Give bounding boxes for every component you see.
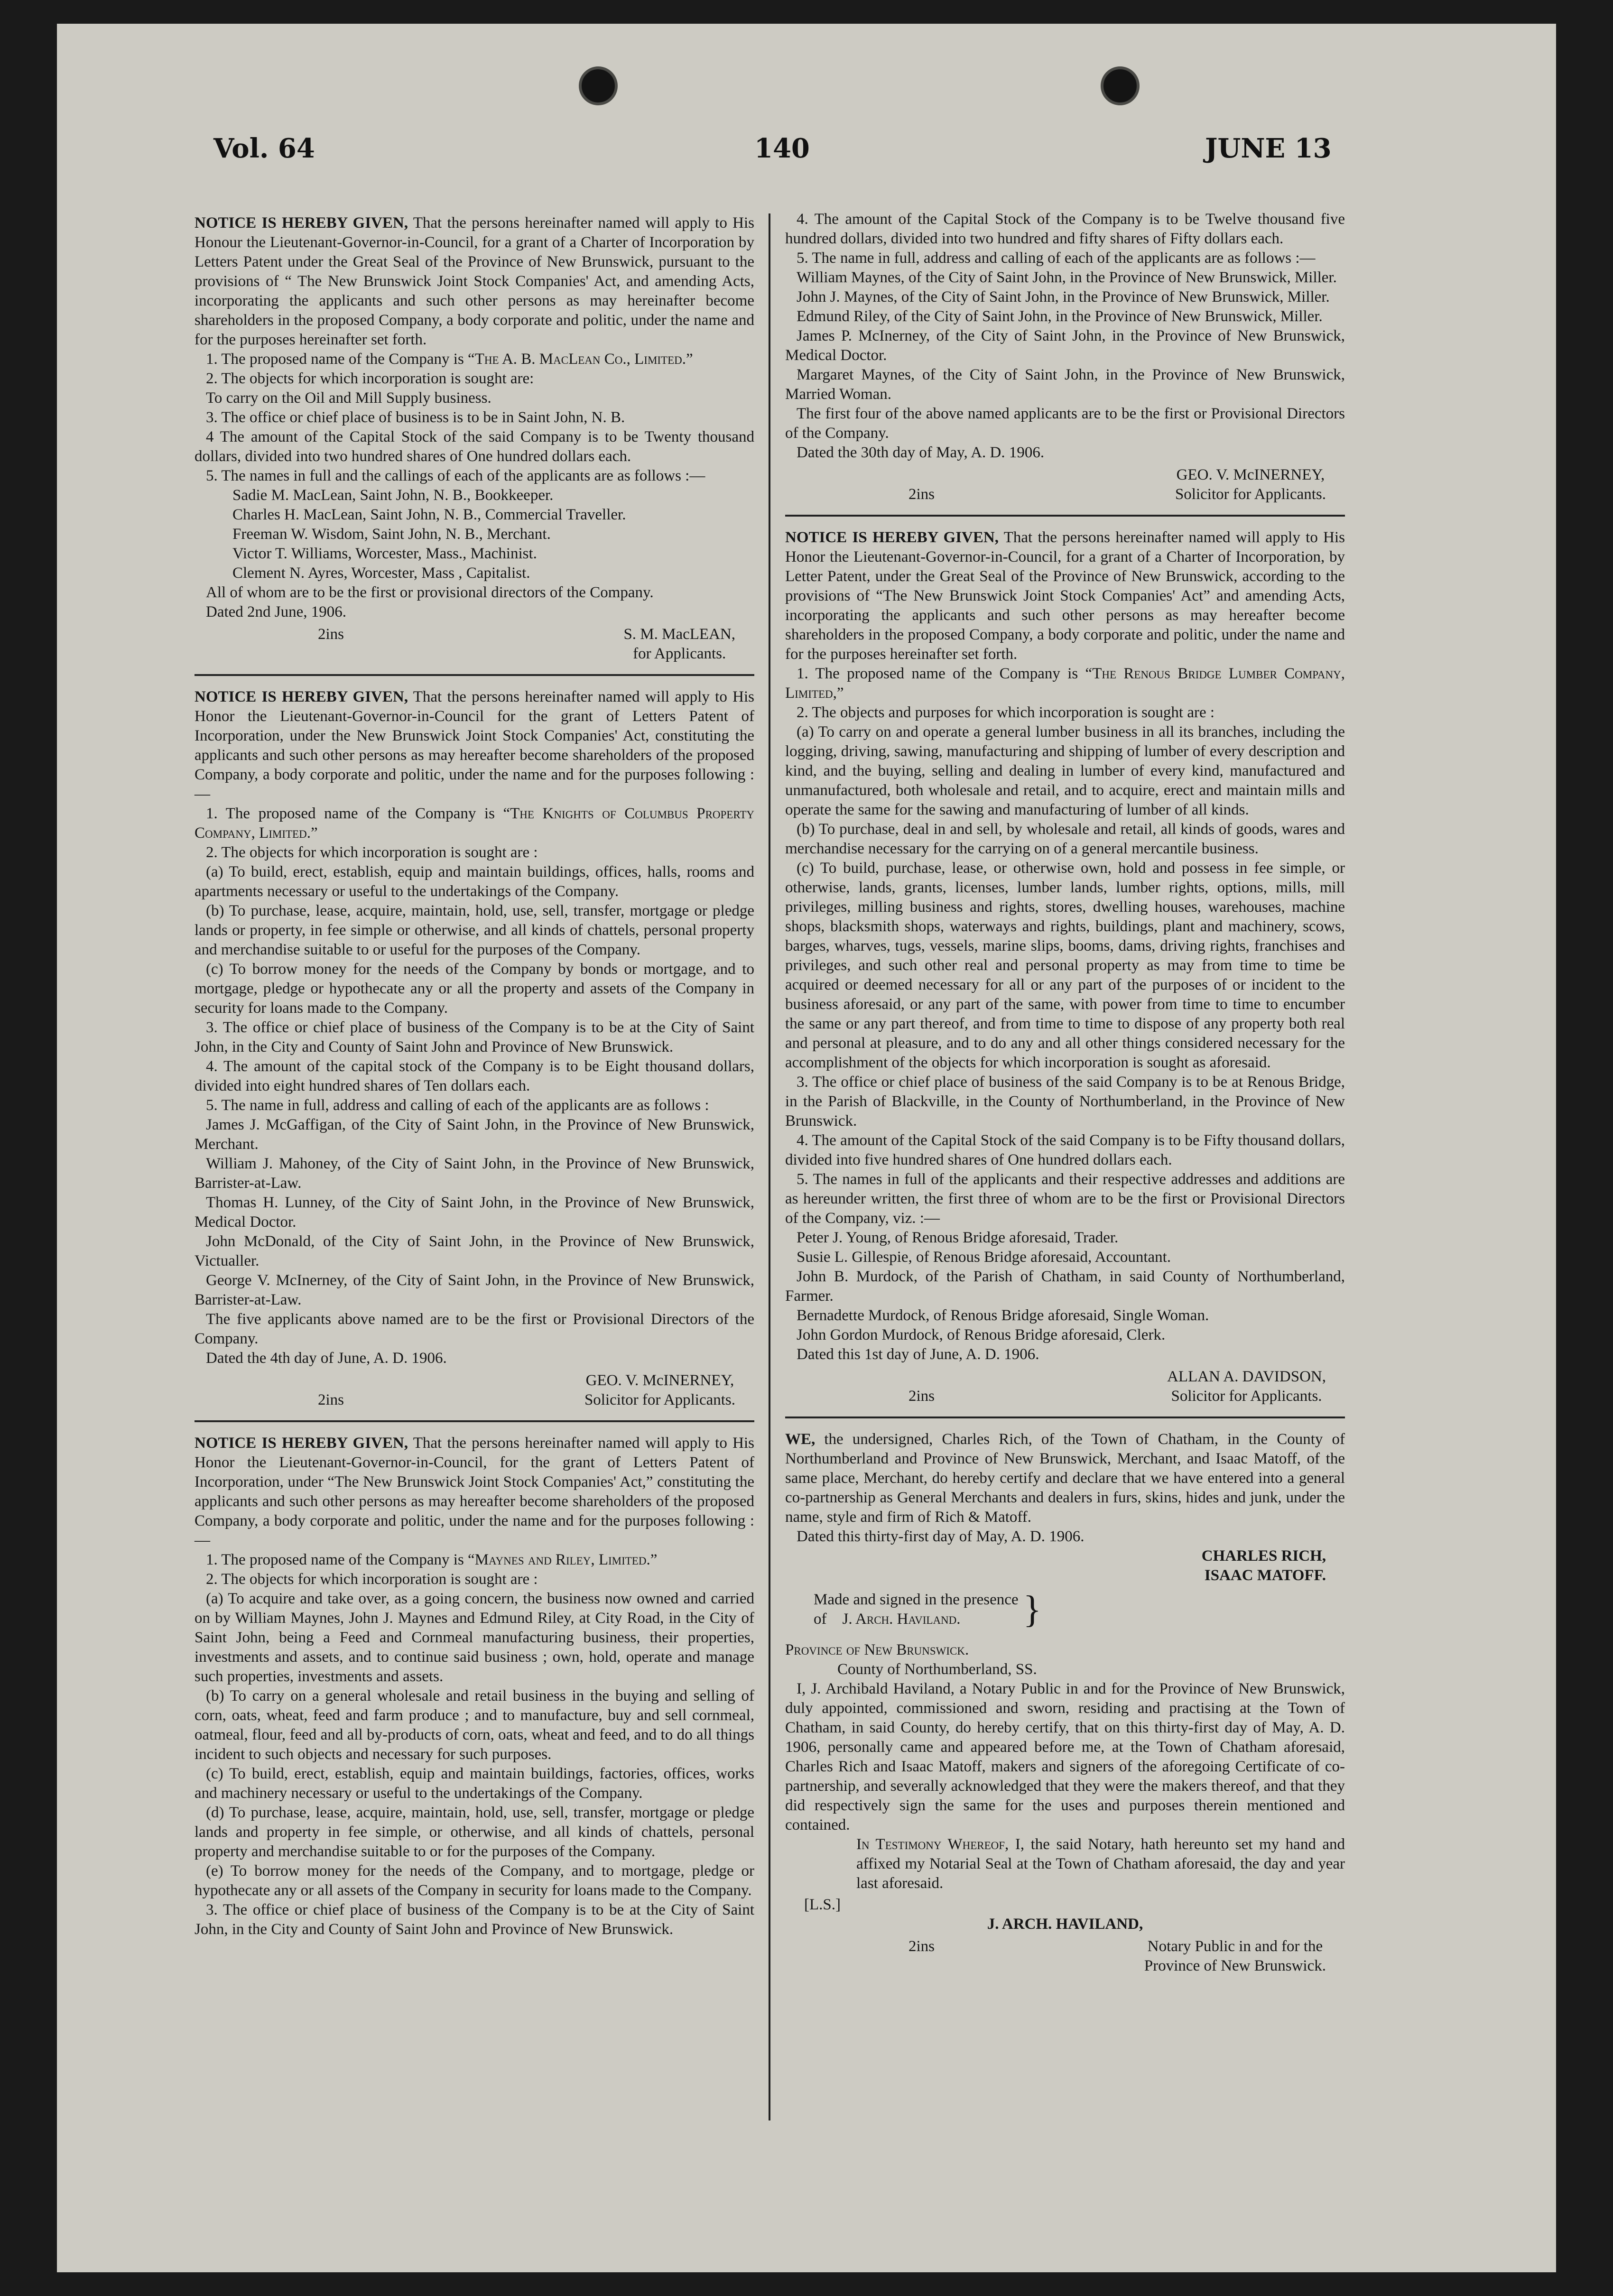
insertions-count: 2ins bbox=[908, 1938, 935, 1955]
witness-block: Made and signed in the presence of J. Arch. Haviland. } bbox=[814, 1589, 1042, 1630]
applicant: George V. McInerney, of the City of Saint John, in the Province of New Brunswick, Barrister-at-Law. bbox=[195, 1272, 754, 1308]
company-name: Maynes and Riley, Limited. bbox=[474, 1551, 650, 1568]
signer-name: S. M. MacLEAN, bbox=[623, 626, 735, 643]
insertions-count: 2ins bbox=[318, 1391, 344, 1408]
notice-heading: NOTICE IS HEREBY GIVEN, bbox=[195, 214, 408, 231]
company-name: The Knights of Columbus Property Company, Limited. bbox=[195, 805, 754, 842]
signature-block bbox=[195, 625, 754, 664]
volume-label: Vol. 64 bbox=[213, 133, 315, 164]
column-divider bbox=[769, 213, 770, 2120]
seal-block bbox=[785, 1895, 1345, 1915]
left-column bbox=[195, 213, 754, 1939]
punch-hole-left bbox=[579, 66, 618, 105]
page-number: 140 bbox=[754, 133, 810, 164]
company-name: The Renous Bridge Lumber Company, Limited, bbox=[785, 665, 1345, 702]
applicant: Peter J. Young, of Renous Bridge aforesaid, Trader. bbox=[797, 1229, 1119, 1246]
newspaper-page bbox=[57, 24, 1556, 2272]
issue-date: JUNE 13 bbox=[1205, 133, 1332, 164]
applicant: Freeman W. Wisdom, Saint John, N. B., Merchant. bbox=[232, 526, 551, 543]
applicant: Bernadette Murdock, of Renous Bridge aforesaid, Single Woman. bbox=[797, 1307, 1209, 1324]
seal-label: [L.S.] bbox=[804, 1896, 841, 1913]
signature-block bbox=[195, 1371, 754, 1410]
signer-role: Solicitor for Applicants. bbox=[1175, 486, 1326, 503]
signer-name: CHARLES RICH, bbox=[1201, 1547, 1326, 1565]
witness-name: J. Arch. Haviland. bbox=[842, 1611, 961, 1628]
notice-heading: NOTICE IS HEREBY GIVEN, bbox=[195, 688, 408, 705]
applicant: Margaret Maynes, of the City of Saint John, in the Province of New Brunswick, Married Woman. bbox=[785, 366, 1345, 403]
company-name: The A. B. MacLean Co., Limited. bbox=[474, 351, 686, 368]
notice-heading: WE, bbox=[785, 1431, 816, 1448]
signer-name: GEO. V. McINERNEY, bbox=[1176, 466, 1325, 483]
applicant: Edmund Riley, of the City of Saint John, in the Province of New Brunswick, Miller. bbox=[797, 308, 1323, 325]
signer-name: ISAAC MATOFF. bbox=[1204, 1567, 1326, 1584]
notice-maynes-and-riley-continued: 4. The amount of the Capital Stock of the Company is to be Twelve thousand five hundred dollars, divided into two hundred and fifty shares of Fifty dollars each. 5. The name in full, address and calling of each of the applicants are as follows :— William Maynes, of the City of Saint John, in the Province of New Brunswick, Miller. John J. Maynes, of the City of Saint John, in the Province of New Brunswick, Miller. Edmund Riley, of the City of Saint John, in the Province of New Brunswick, Miller. James P. McInerney, of the City of Saint John, in the Province of New Brunswick, Medical Doctor. Margaret Maynes, of the City of Saint John, in the Province of New Brunswick, Married Woman. The first four of the above named applicants are to be the first or Provisional Directors of the Company. Dated the 30th day of May, A. D. 1906. 2ins GEO. V. McINERNEY, Solicitor for Applicants. bbox=[785, 210, 1345, 517]
notice-maynes-and-riley: NOTICE IS HEREBY GIVEN, That the persons hereinafter named will apply to His Honor the Lieutenant-Governor-in-Council, for the grant of Letters Patent of Incorporation, under “The New Brunswick Joint Stock Companies' Act,” constituting the applicants and such other persons as may hereafter become shareholders of the proposed Company, a body corporate and politic, under the name and for the purposes following :— 1. The proposed name of the Company is “Maynes and Riley, Limited.” 2. The objects for which incorporation is sought are : (a) To acquire and take over, as a going concern, the business now owned and carried on by William Maynes, John J. Maynes and Edmund Riley, at City Road, in the City of Saint John, being a Feed and Cornmeal manufacturing business, their properties, investments and assets, and to continue said business ; own, hold, operate and manage such properties, investments and assets. (b) To carry on a general wholesale and retail business in the buying and selling of corn, oats, wheat, feed and farm produce ; and to manufacture, buy and sell cornmeal, oatmeal, flour, feed and all by-products of corn, oats, wheat and feed, and to do all things incident to such objects and necessary for such purposes. (c) To build, erect, establish, equip and maintain buildings, factories, offices, works and machinery necessary or useful to the undertakings of the Company. (d) To purchase, lease, acquire, maintain, hold, use, sell, transfer, mortgage or pledge lands and property in fee simple, or otherwise, and all kinds of chattels, personal property and merchandise suitable to or for the purposes of the Company. (e) To borrow money for the needs of the Company, and to mortgage, pledge or hypothecate any or all assets of the Company in security for loans made to the Company. 3. The office or chief place of business of the Company is to be at the City of Saint John, in the City and County of Saint John and Province of New Brunswick. bbox=[195, 1435, 755, 1938]
notary-name: J. ARCH. HAVILAND, bbox=[987, 1916, 1143, 1933]
applicant: Clement N. Ayres, Worcester, Mass , Capitalist. bbox=[232, 565, 530, 582]
jurisdiction: Province of New Brunswick. bbox=[785, 1641, 969, 1658]
signer-role: Solicitor for Applicants. bbox=[1171, 1388, 1322, 1405]
notice-heading: NOTICE IS HEREBY GIVEN, bbox=[195, 1435, 408, 1452]
applicant: Charles H. MacLean, Saint John, N. B., Commercial Traveller. bbox=[232, 506, 626, 523]
applicant: John J. Maynes, of the City of Saint John, in the Province of New Brunswick, Miller. bbox=[797, 288, 1330, 306]
punch-hole-right bbox=[1101, 66, 1140, 105]
applicant: Thomas H. Lunney, of the City of Saint John, in the Province of New Brunswick, Medical Doctor. bbox=[195, 1194, 754, 1231]
signer-name: ALLAN A. DAVIDSON, bbox=[1167, 1368, 1326, 1385]
applicant: James P. McInerney, of the City of Saint John, in the Province of New Brunswick, Medical Doctor. bbox=[785, 327, 1345, 364]
brace-symbol: } bbox=[1023, 1589, 1042, 1630]
right-column bbox=[785, 210, 1345, 1976]
insertions-count: 2ins bbox=[318, 626, 344, 643]
notice-renous-bridge: NOTICE IS HEREBY GIVEN, That the persons hereinafter named will apply to His Honor the Lieutenant-Governor-in-Council, for a grant of a Charter of Incorporation, by Letter Patent, under the Great Seal of the Province of New Brunswick, according to the provisions of “The New Brunswick Joint Stock Companies' Act” and amending Acts, incorporating the applicants and such other persons as may hereafter become shareholders in the proposed Company, a body corporate and politic, under the name and for the purposes hereinafter set forth. 1. The proposed name of the Company is “The Renous Bridge Lumber Company, Limited,” 2. The objects and purposes for which incorporation is sought are : (a) To carry on and operate a general lumber business in all its branches, including the logging, driving, sawing, manufacturing and shipping of lumber of every description and kind, and the buying, selling and dealing in lumber of every kind, manufactured and unmanufactured, both wholesale and retail, and to acquire, erect and maintain mills and operate the same for the sawing and manufacturing of lumber of all kinds. (b) To purchase, deal in and sell, by wholesale and retail, all kinds of goods, wares and merchandise necessary for the carrying on of a general mercantile business. (c) To build, purchase, lease, or otherwise own, hold and possess in fee simple, or otherwise, lands, grants, licenses, lumber lands, lumber rights, options, mills, mill privileges, milling business and rights, stores, dwelling houses, warehouses, machine shops, blacksmith shops, waterways and rights, buildings, plant and machinery, scows, barges, wharves, tugs, vessels, marine slips, booms, dams, driving rights, franchises and privileges, and such other real and personal property as may from time to time be acquired or deemed necessary for all or any part of the purposes of or incident to the business aforesaid, or any part of the same, with power from time to time to encumber the same or any part thereof, and from time to time to dispose of any property both real and personal at pleasure, and to do any and all other things considered necessary for the accomplishment of the objects for which incorporation is sought as aforesaid. 3. The office or chief place of business of the said Company is to be at Renous Bridge, in the Parish of Blackville, in the County of Northumberland, in the Province of New Brunswick. 4. The amount of the Capital Stock of the said Company is to be Fifty thousand dollars, divided into five hundred shares of One hundred dollars each. 5. The names in full of the applicants and their respective addresses and additions are as hereunder written, the first three of whom are to be the first or Provisional Directors of the Company, viz. :— Peter J. Young, of Renous Bridge aforesaid, Trader. Susie L. Gillespie, of Renous Bridge aforesaid, Accountant. John B. Murdock, of the Parish of Chatham, in said County of Northumberland, Farmer. Bernadette Murdock, of Renous Bridge aforesaid, Single Woman. John Gordon Murdock, of Renous Bridge aforesaid, Clerk. Dated this 1st day of June, A. D. 1906. 2ins ALLAN A. DAVIDSON, Solicitor for Applicants. bbox=[785, 528, 1345, 1418]
applicant: Susie L. Gillespie, of Renous Bridge aforesaid, Accountant. bbox=[797, 1249, 1171, 1266]
signer-role: for Applicants. bbox=[633, 645, 726, 662]
applicant: John Gordon Murdock, of Renous Bridge aforesaid, Clerk. bbox=[797, 1326, 1166, 1343]
applicant: John B. Murdock, of the Parish of Chatham, in said County of Northumberland, Farmer. bbox=[785, 1268, 1345, 1305]
notice-maclean: NOTICE IS HEREBY GIVEN, That the persons hereinafter named will apply to His Honour the Lieutenant-Governor-in-Council, for a grant of a Charter of Incorporation by Letters Patent under the Great Seal of the Province of New Brunswick, pursuant to the provisions of “ The New Brunswick Joint Stock Companies' Act, and amending Acts, incorporating the applicants and such other persons as may hereinafter become shareholders in the proposed Company, a body corporate and politic, under the name and for the purposes hereinafter set forth. 1. The proposed name of the Company is “The A. B. MacLean Co., Limited.” 2. The objects for which incorporation is sought are: To carry on the Oil and Mill Supply business. 3. The office or chief place of business is to be in Saint John, N. B. 4 The amount of the Capital Stock of the said Company is to be Twenty thousand dollars, divided into two hundred shares of One hundred dollars each. 5. The names in full and the callings of each of the applicants are as follows :— Sadie M. MacLean, Saint John, N. B., Bookkeeper. Charles H. MacLean, Saint John, N. B., Commercial Traveller. Freeman W. Wisdom, Saint John, N. B., Merchant. Victor T. Williams, Worcester, Mass., Machinist. Clement N. Ayres, Worcester, Mass , Capitalist. All of whom are to be the first or provisional directors of the Company. Dated 2nd June, 1906. 2ins S. M. MacLEAN, for Applicants. bbox=[195, 213, 754, 676]
applicant: William Maynes, of the City of Saint John, in the Province of New Brunswick, Miller. bbox=[797, 269, 1337, 286]
applicant: John McDonald, of the City of Saint John, in the Province of New Brunswick, Victualler. bbox=[195, 1233, 754, 1269]
signature-block: 2ins Notary Public in and for the Province of New Brunswick. bbox=[785, 1937, 1345, 1976]
applicant: James J. McGaffigan, of the City of Saint John, in the Province of New Brunswick, Merchant. bbox=[195, 1116, 754, 1153]
notice-rich-and-matoff: WE, the undersigned, Charles Rich, of the Town of Chatham, in the County of Northumberland and Province of New Brunswick, Merchant, and Isaac Matoff, of the same place, Merchant, do hereby certify and declare that we have entered into a general co-partnership as General Merchants and dealers in furs, skins, hides and junk, under the name, style and firm of Rich & Matoff. Dated this thirty-first day of May, A. D. 1906. CHARLES RICH, ISAAC MATOFF. Made and signed in the presence of J. Arch. Haviland. } Province of New Brunswick. County of Northumberland, SS. I, J. Archibald Haviland, a Notary Public in and for the Province of New Brunswick, duly appointed, commissioned and sworn, residing and practising at the Town of Chatham, in said County, do hereby certify, that on this thirty-first day of May, A. D. 1906, personally came and appeared before me, at the Town of Chatham aforesaid, Charles Rich and Isaac Matoff, makers and signers of the aforegoing Certificate of co-partnership, and severally acknowledged that they were the makers thereof, and that they did respectively sign the same for the uses and purposes therein mentioned and contained. In Testimony Whereof, I, the said Notary, hath hereunto set my hand and affixed my Notarial Seal at the Town of Chatham aforesaid, the day and year last aforesaid. [L.S.] J. ARCH. HAVILAND, 2ins Notary Public in and for the Province of New Brunswick. bbox=[785, 1430, 1345, 1976]
applicant: Sadie M. MacLean, Saint John, N. B., Bookkeeper. bbox=[232, 487, 554, 504]
signer-role: Solicitor for Applicants. bbox=[584, 1391, 735, 1408]
applicant: Victor T. Williams, Worcester, Mass., Machinist. bbox=[232, 545, 537, 562]
signature-block bbox=[785, 465, 1345, 504]
notice-heading: NOTICE IS HEREBY GIVEN, bbox=[785, 529, 999, 546]
signature-block bbox=[785, 1367, 1345, 1406]
applicant: William J. Mahoney, of the City of Saint John, in the Province of New Brunswick, Barrister-at-Law. bbox=[195, 1155, 754, 1192]
signer-name: GEO. V. McINERNEY, bbox=[585, 1372, 734, 1389]
notice-knights-of-columbus: NOTICE IS HEREBY GIVEN, That the persons hereinafter named will apply to His Honor the Lieutenant-Governor-in-Council for the grant of Letters Patent of Incorporation, under the New Brunswick Joint Stock Companies' Act, constituting the applicants and such other persons as may hereafter become shareholders of the proposed Company, a body corporate and politic, under the name and for the purposes following :— 1. The proposed name of the Company is “The Knights of Columbus Property Company, Limited.” 2. The objects for which incorporation is sought are : (a) To build, erect, establish, equip and maintain buildings, offices, halls, rooms and apartments necessary or useful to the undertakings of the Company. (b) To purchase, lease, acquire, maintain, hold, use, sell, transfer, mortgage or pledge lands or property, in fee simple or otherwise, and all kinds of chattels, personal property and merchandise suitable to or useful for the purposes of the Company. (c) To borrow money for the needs of the Company by bonds or mortgage, and to mortgage, pledge or hypothecate any or all the property and assets of the Company in security for loans made to the Company. 3. The office or chief place of business of the Company is to be at the City of Saint John, in the City and County of Saint John and Province of New Brunswick. 4. The amount of the capital stock of the Company is to be Eight thousand dollars, divided into eight hundred shares of Ten dollars each. 5. The name in full, address and calling of each of the applicants are as follows : James J. McGaffigan, of the City of Saint John, in the Province of New Brunswick, Merchant. William J. Mahoney, of the City of Saint John, in the Province of New Brunswick, Barrister-at-Law. Thomas H. Lunney, of the City of Saint John, in the Province of New Brunswick, Medical Doctor. John McDonald, of the City of Saint John, in the Province of New Brunswick, Victualler. George V. McInerney, of the City of Saint John, in the Province of New Brunswick, Barrister-at-Law. The five applicants above named are to be the first or Provisional Directors of the Company. Dated the 4th day of June, A. D. 1906. 2ins GEO. V. McINERNEY, Solicitor for Applicants. bbox=[195, 687, 754, 1422]
insertions-count: 2ins bbox=[908, 486, 935, 503]
insertions-count: 2ins bbox=[908, 1388, 935, 1405]
